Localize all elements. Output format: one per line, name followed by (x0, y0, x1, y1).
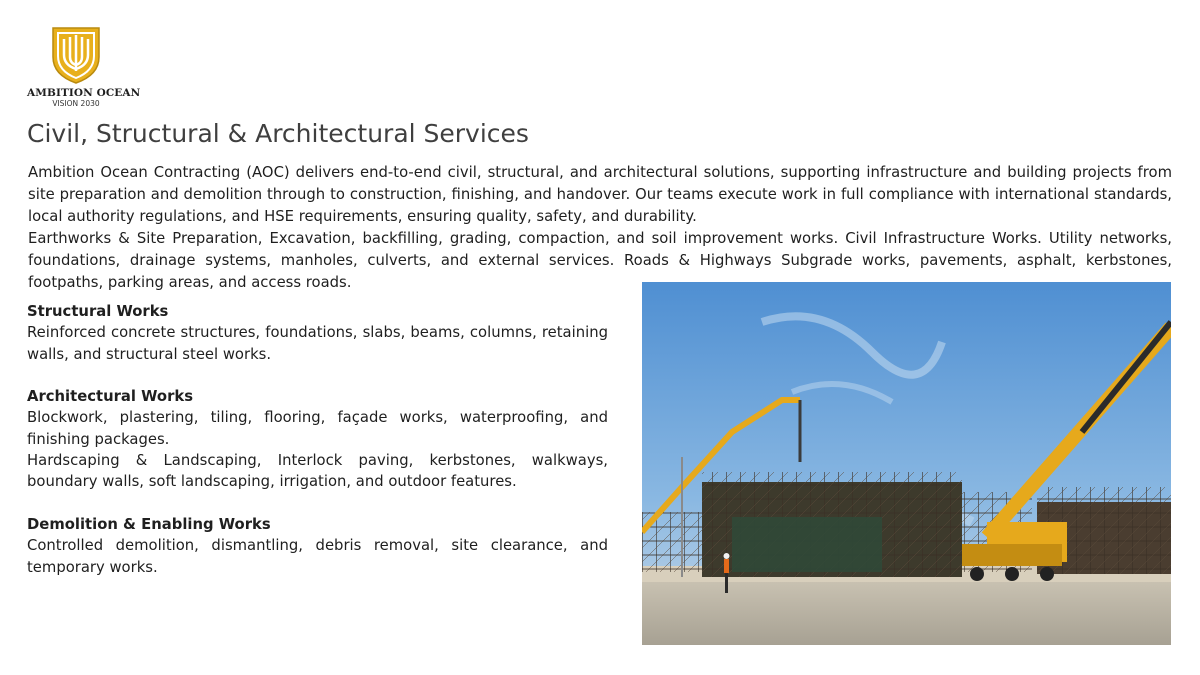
section-heading: Architectural Works (27, 388, 194, 406)
construction-site-photo (642, 282, 1171, 645)
services-list (27, 301, 608, 599)
construction-site-illustration (642, 282, 1171, 645)
section-heading: Structural Works (27, 303, 169, 320)
section-paragraph: Hardscaping & Landscaping, Interlock paving, kerbstones, walkways, boundary walls, soft landscaping, irrigation, and outdoor features. (27, 452, 608, 491)
section-paragraph: Blockwork, plastering, tiling, flooring, façade works, waterproofing, and finishing packages. (27, 409, 608, 448)
company-logo (27, 25, 141, 108)
section-heading: Demolition & Enabling Works (27, 515, 271, 533)
intro-text (28, 162, 1172, 294)
logo-tagline: VISION 2030 (52, 99, 100, 108)
section-structural-works (27, 301, 608, 365)
ambition-ocean-emblem-icon (49, 25, 103, 85)
page-title: Civil, Structural & Architectural Services (27, 119, 529, 148)
logo-company-name: AMBITION OCEAN (27, 87, 141, 99)
section-architectural-works (27, 386, 608, 492)
section-demolition-enabling-works (27, 514, 608, 578)
ground (642, 580, 1171, 645)
section-paragraph: Reinforced concrete structures, foundations, slabs, beams, columns, retaining walls, and structural steel works. (27, 324, 608, 363)
intro-paragraph: Ambition Ocean Contracting (AOC) delivers end-to-end civil, structural, and architectural solutions, supporting infrastructure and building projects from site preparation and demolition through to construction, finishing, and handover. Our teams execute work in full compliance with international standards, local authority regulations, and HSE requirements, ensuring quality, safety, and durability. (28, 164, 1172, 225)
section-paragraph: Controlled demolition, dismantling, debris removal, site clearance, and temporary works. (27, 537, 608, 576)
intro-paragraph: Earthworks & Site Preparation, Excavation, backfilling, grading, compaction, and soil improvement works. Civil Infrastructure Works. Utility networks, foundations, drainage systems, manholes, culverts, and external services. Roads & Highways Subgrade works, pavements, asphalt, kerbstones, footpaths, parking areas, and access roads. (28, 230, 1172, 291)
